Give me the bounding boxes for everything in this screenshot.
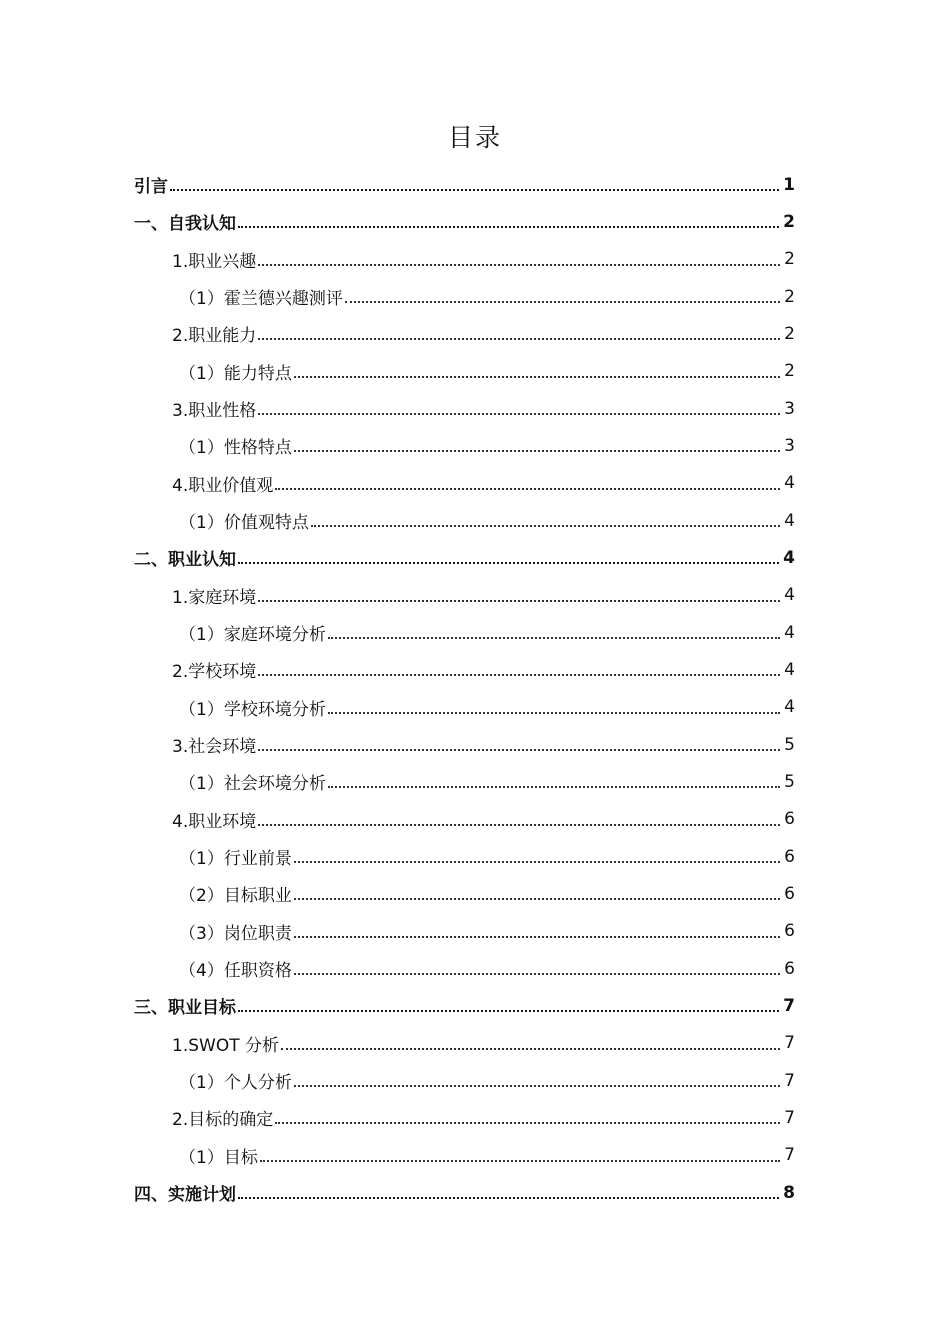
toc-entry-page-number: 6 — [784, 883, 795, 904]
toc-entry[interactable] — [0, 166, 950, 203]
toc-title: 目录 — [447, 123, 502, 152]
dot-leader — [328, 712, 780, 714]
toc-entry-page-number: 1 — [783, 174, 795, 195]
toc-entry[interactable] — [0, 987, 950, 1024]
toc-entry-page-number: 2 — [784, 361, 795, 382]
toc-entry-page-number: 3 — [784, 398, 795, 419]
dot-leader — [238, 1010, 779, 1012]
toc-entry-page-number: 4 — [784, 659, 795, 680]
table-of-contents — [0, 166, 950, 1211]
toc-entry-page-number: 6 — [784, 921, 795, 942]
toc-entry-page-number: 6 — [784, 809, 795, 830]
toc-entry-page-number: 3 — [784, 435, 795, 456]
toc-entry-page-number: 6 — [784, 958, 795, 979]
toc-entry[interactable] — [0, 427, 950, 464]
dot-leader — [294, 861, 780, 863]
dot-leader — [345, 301, 780, 303]
toc-entry-page-number: 7 — [783, 995, 795, 1016]
toc-entry-label: 三、职业目标 — [134, 998, 236, 1019]
toc-entry-label: 四、实施计划 — [134, 1185, 236, 1206]
toc-entry[interactable] — [0, 651, 950, 688]
toc-entry[interactable] — [0, 1137, 950, 1174]
toc-entry[interactable] — [0, 875, 950, 912]
toc-entry[interactable] — [0, 614, 950, 651]
toc-entry[interactable] — [0, 390, 950, 427]
toc-entry-page-number: 7 — [784, 1033, 795, 1054]
toc-entry[interactable] — [0, 1025, 950, 1062]
toc-entry-page-number: 6 — [784, 846, 795, 867]
toc-entry-page-number: 2 — [783, 211, 795, 232]
toc-entry-label: 2.目标的确定 — [172, 1110, 274, 1131]
toc-entry[interactable] — [0, 539, 950, 576]
toc-entry-label: 二、职业认知 — [134, 550, 236, 571]
toc-entry-page-number: 4 — [784, 697, 795, 718]
toc-entry-label: 4.职业价值观 — [172, 475, 274, 496]
toc-entry[interactable] — [0, 763, 950, 800]
dot-leader — [281, 1048, 780, 1050]
dot-leader — [260, 1160, 780, 1162]
toc-entry[interactable] — [0, 502, 950, 539]
toc-entry[interactable] — [0, 278, 950, 315]
dot-leader — [328, 786, 780, 788]
dot-leader — [238, 226, 779, 228]
toc-entry-page-number: 4 — [784, 510, 795, 531]
toc-entry-page-number: 7 — [784, 1145, 795, 1166]
toc-entry-label: （3）岗位职责 — [179, 923, 292, 944]
toc-entry-label: 引言 — [134, 177, 168, 198]
toc-entry-page-number: 2 — [784, 249, 795, 270]
dot-leader — [238, 1197, 779, 1199]
dot-leader — [294, 376, 780, 378]
toc-entry[interactable] — [0, 1174, 950, 1211]
toc-entry[interactable] — [0, 689, 950, 726]
toc-entry-page-number: 2 — [784, 323, 795, 344]
toc-entry[interactable] — [0, 1099, 950, 1136]
dot-leader — [294, 973, 780, 975]
toc-entry[interactable] — [0, 726, 950, 763]
dot-leader — [294, 450, 780, 452]
toc-entry[interactable] — [0, 353, 950, 390]
toc-entry-label: （1）社会环境分析 — [179, 774, 326, 795]
toc-entry-label: 一、自我认知 — [134, 214, 236, 235]
dot-leader — [258, 338, 780, 340]
dot-leader — [258, 264, 780, 266]
dot-leader — [294, 898, 780, 900]
toc-entry-page-number: 5 — [784, 771, 795, 792]
toc-entry-label: 3.职业性格 — [172, 401, 257, 422]
dot-leader — [258, 600, 780, 602]
toc-entry-label: （2）目标职业 — [179, 886, 292, 907]
toc-entry-label: 3.社会环境 — [172, 737, 257, 758]
toc-entry[interactable] — [0, 315, 950, 352]
toc-entry-label: （1）性格特点 — [179, 438, 292, 459]
toc-entry-label: （1）学校环境分析 — [179, 699, 326, 720]
toc-entry-page-number: 7 — [784, 1107, 795, 1128]
dot-leader — [275, 1122, 780, 1124]
toc-entry-label: （1）目标 — [179, 1147, 258, 1168]
toc-entry[interactable] — [0, 801, 950, 838]
dot-leader — [311, 525, 780, 527]
toc-entry-label: （1）行业前景 — [179, 849, 292, 870]
toc-entry-label: （1）个人分析 — [179, 1073, 292, 1094]
toc-entry-label: （1）家庭环境分析 — [179, 625, 326, 646]
toc-entry[interactable] — [0, 577, 950, 614]
toc-entry-label: 1.家庭环境 — [172, 587, 257, 608]
toc-entry-page-number: 4 — [784, 622, 795, 643]
toc-entry[interactable] — [0, 465, 950, 502]
dot-leader — [258, 674, 780, 676]
toc-entry-label: 2.学校环境 — [172, 662, 257, 683]
dot-leader — [294, 1085, 780, 1087]
toc-entry-label: 1.职业兴趣 — [172, 251, 257, 272]
dot-leader — [170, 189, 779, 191]
toc-entry[interactable] — [0, 838, 950, 875]
toc-entry-label: 4.职业环境 — [172, 811, 257, 832]
toc-entry-label: 1.SWOT 分析 — [172, 1035, 279, 1056]
toc-entry-label: （1）价值观特点 — [179, 513, 309, 534]
toc-entry-page-number: 8 — [783, 1182, 795, 1203]
toc-entry-page-number: 4 — [784, 473, 795, 494]
dot-leader — [328, 637, 780, 639]
toc-entry-page-number: 5 — [784, 734, 795, 755]
toc-entry[interactable] — [0, 1062, 950, 1099]
toc-entry-label: （4）任职资格 — [179, 961, 292, 982]
dot-leader — [275, 488, 780, 490]
toc-entry-label: （1）霍兰德兴趣测评 — [179, 289, 343, 310]
dot-leader — [238, 562, 779, 564]
dot-leader — [258, 824, 780, 826]
toc-entry[interactable] — [0, 241, 950, 278]
toc-entry-page-number: 4 — [784, 585, 795, 606]
toc-entry[interactable] — [0, 913, 950, 950]
toc-entry-label: 2.职业能力 — [172, 326, 257, 347]
toc-entry-page-number: 2 — [784, 286, 795, 307]
toc-entry[interactable] — [0, 203, 950, 240]
dot-leader — [258, 413, 780, 415]
toc-entry-label: （1）能力特点 — [179, 363, 292, 384]
toc-entry-page-number: 7 — [784, 1070, 795, 1091]
dot-leader — [294, 936, 780, 938]
toc-entry-page-number: 4 — [783, 547, 795, 568]
toc-entry[interactable] — [0, 950, 950, 987]
dot-leader — [258, 749, 780, 751]
